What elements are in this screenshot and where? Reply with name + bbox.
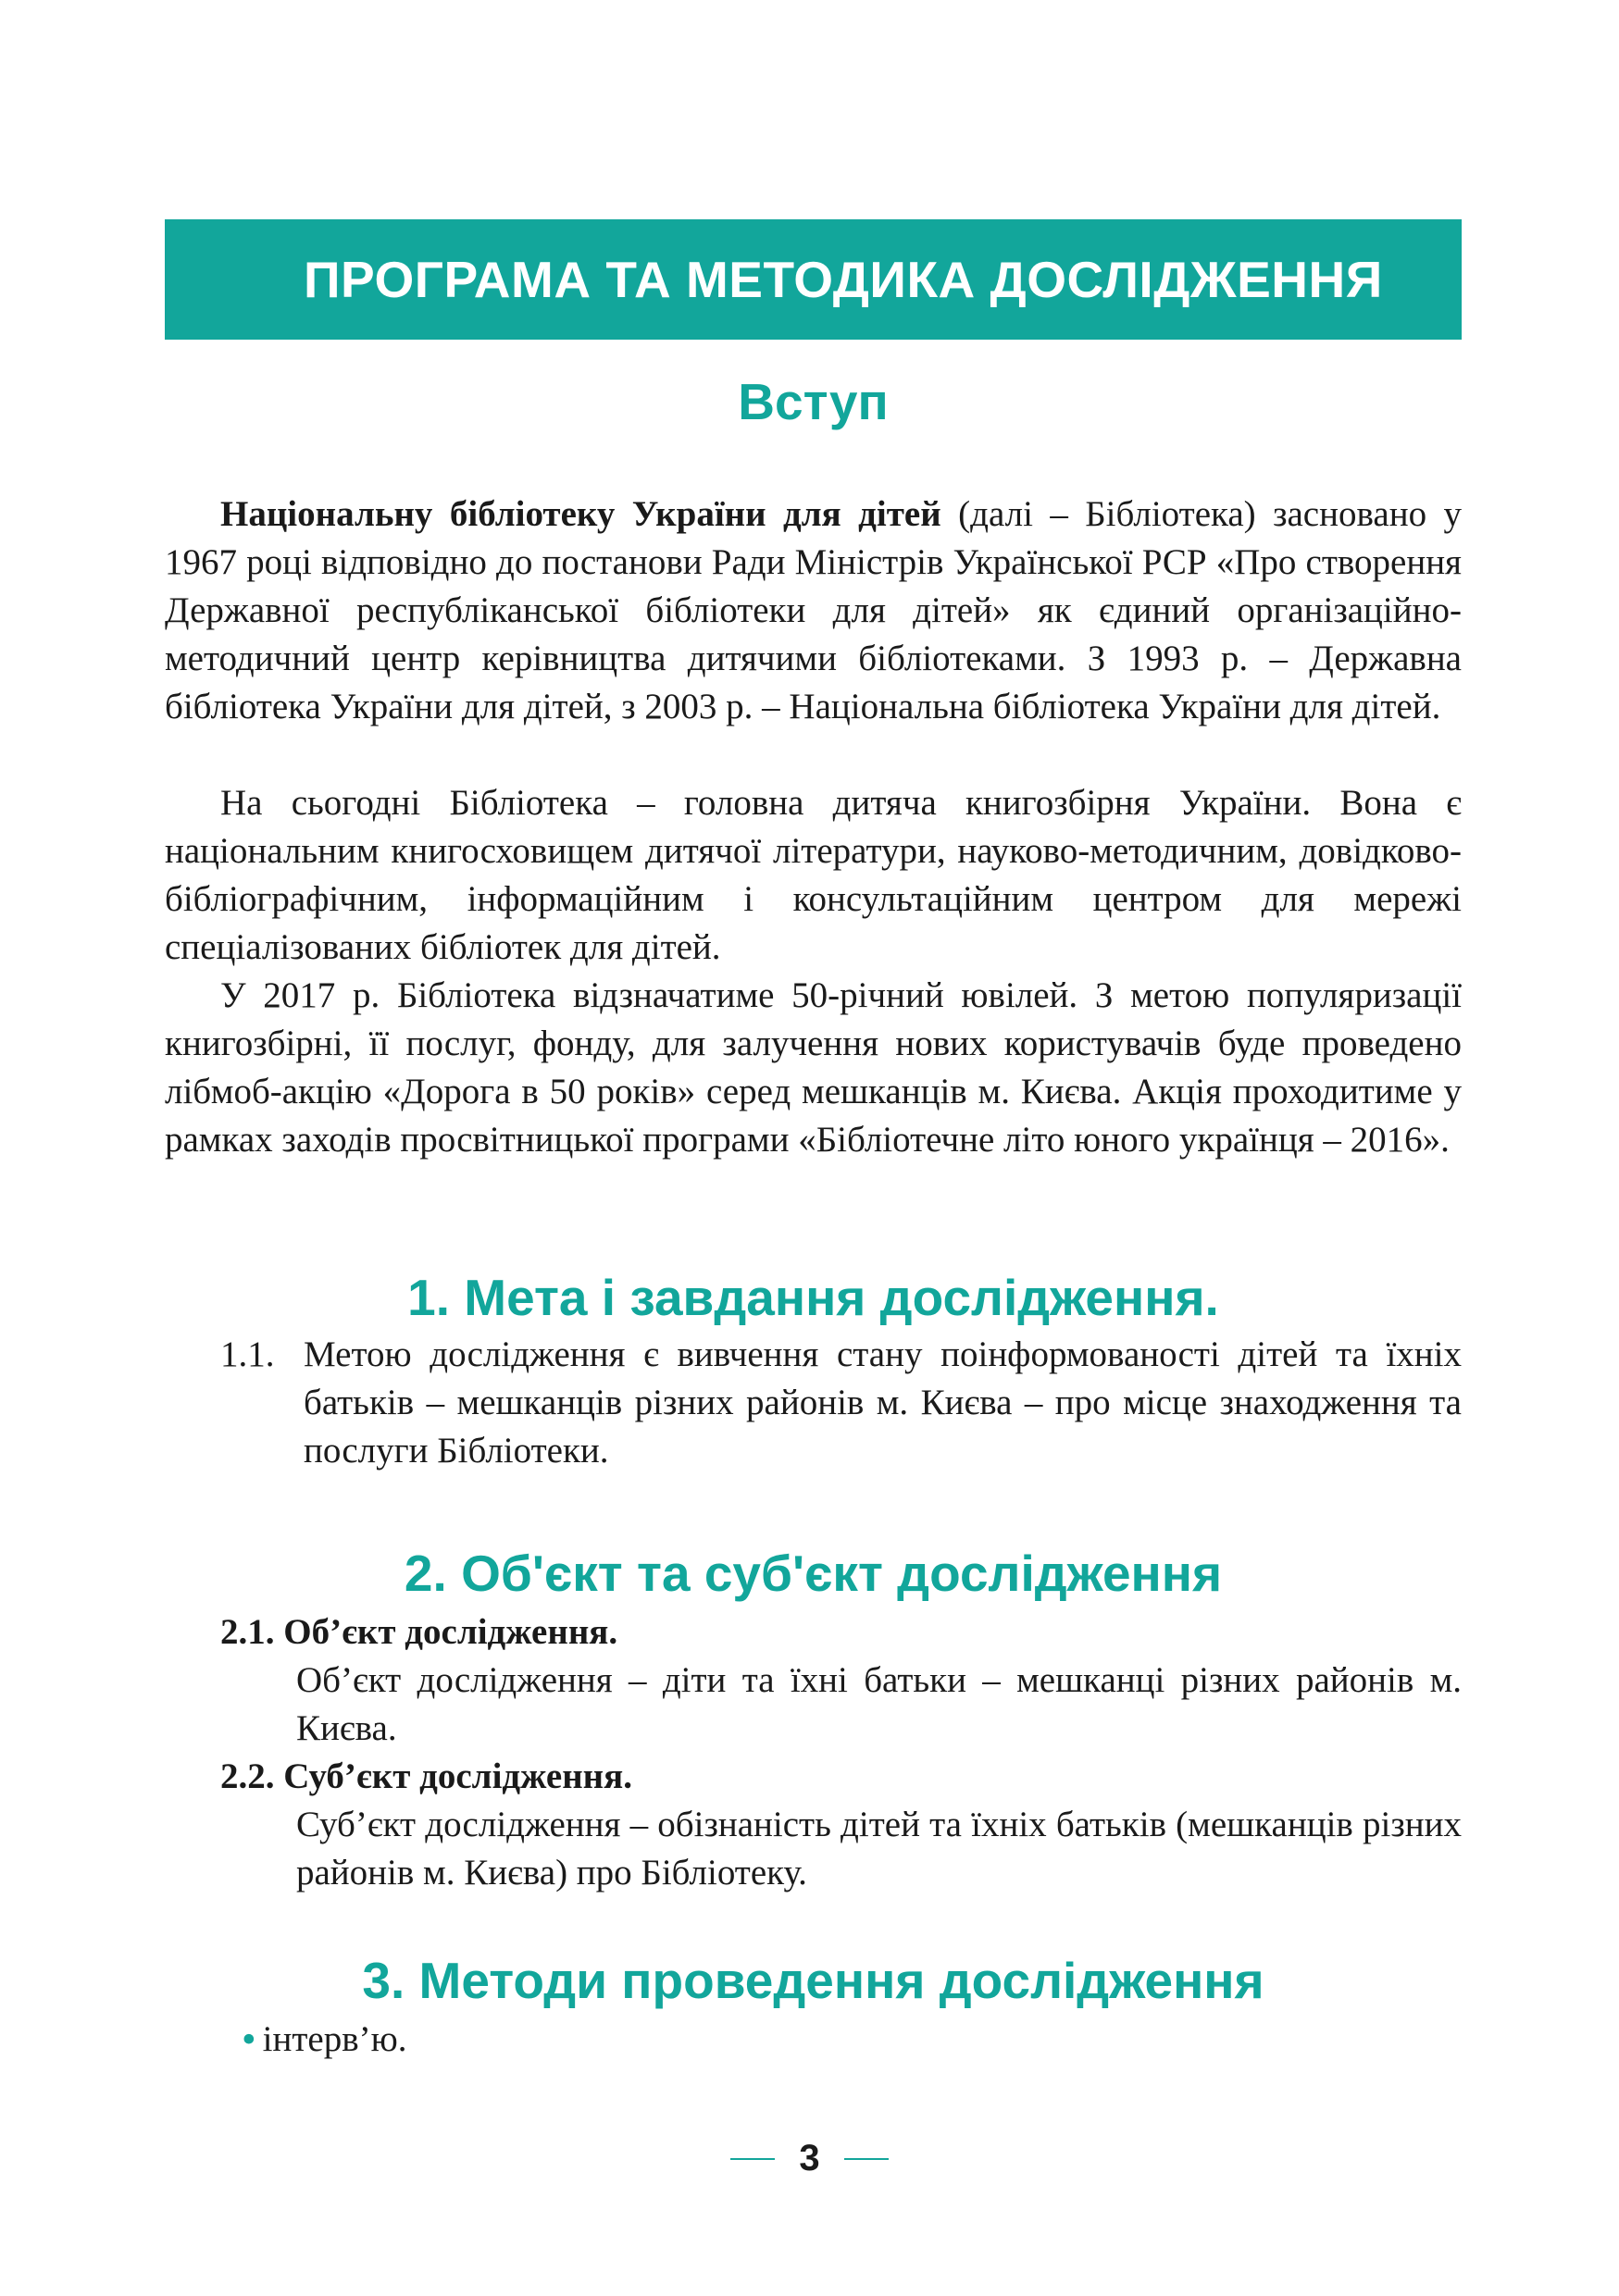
bullet-icon: •: [243, 2019, 255, 2059]
intro-paragraph-1-bold: Національну бібліотеку України для дітей: [220, 494, 941, 534]
subsection-2-2-title: 2.2. Суб’єкт дослідження.: [220, 1756, 632, 1796]
page-number: 3: [799, 2138, 820, 2178]
item-number: 1.1.: [220, 1334, 275, 1374]
footer-line-right: [844, 2158, 889, 2160]
bullet-item-text: інтерв’ю.: [262, 2019, 407, 2059]
section-1-item: [220, 1331, 1462, 1475]
section-3-heading: 3. Методи проведення дослідження: [362, 1952, 1264, 2009]
page-footer: [0, 2138, 1619, 2179]
subsection-2-2-text: Суб’єкт дослідження – обізнаність дітей та їхніх батьків (мешканців різних районів м. Києва) про Бібліотеку.: [296, 1805, 1462, 1893]
section-2-heading: 2. Об'єкт та суб'єкт дослідження: [404, 1545, 1223, 1602]
subsection-2-1-title: 2.1. Об’єкт дослідження.: [220, 1612, 618, 1652]
intro-paragraph-3: У 2017 р. Бібліотека відзначатиме 50-річний ювілей. З метою популяризації книгозбірні, її послуг, фонду, для залучення нових користувачів буде проведено лібмоб-акцію «Дорога в 50 років» серед мешканців м. Києва. Акція проходитиме у рамках заходів просвітницької програми «Бібліотечне літо юного українця – 2016».: [165, 975, 1462, 1160]
bullet-list-item: [243, 2016, 407, 2064]
intro-paragraph-1: [165, 490, 1462, 731]
section-1-heading: 1. Мета і завдання дослідження.: [407, 1269, 1219, 1326]
intro-paragraph-2: На сьогодні Бібліотека – головна дитяча книгозбірня України. Вона є національним книгосховищем дитячої літератури, науково-методичним, довідково-бібліографічним, інформаційним і консультаційним центром для мережі спеціалізованих бібліотек для дітей.: [165, 783, 1462, 967]
intro-paragraph-1-text: (далі – Бібліотека) засновано у 1967 році відповідно до постанови Ради Міністрів Української РСР «Про створення Державної республіканської бібліотеки для дітей» як єдиний організаційно-методичний центр керівництва дитячими бібліотеками. З 1993 р. – Державна бібліотека України для дітей, з 2003 р. – Національна бібліотека України для дітей.: [165, 494, 1463, 726]
subsection-2-1-text: Об’єкт дослідження – діти та їхні батьки – мешканці різних районів м. Києва.: [296, 1660, 1462, 1748]
intro-heading: Вступ: [738, 373, 889, 430]
section-banner: [165, 219, 1462, 340]
banner-title: ПРОГРАМА ТА МЕТОДИКА ДОСЛІДЖЕННЯ: [304, 251, 1383, 308]
item-text: Метою дослідження є вивчення стану поінформованості дітей та їхніх батьків – мешканців різних районів м. Києва – про місце знаходження та послуги Бібліотеки.: [304, 1334, 1462, 1471]
footer-line-left: [730, 2158, 775, 2160]
